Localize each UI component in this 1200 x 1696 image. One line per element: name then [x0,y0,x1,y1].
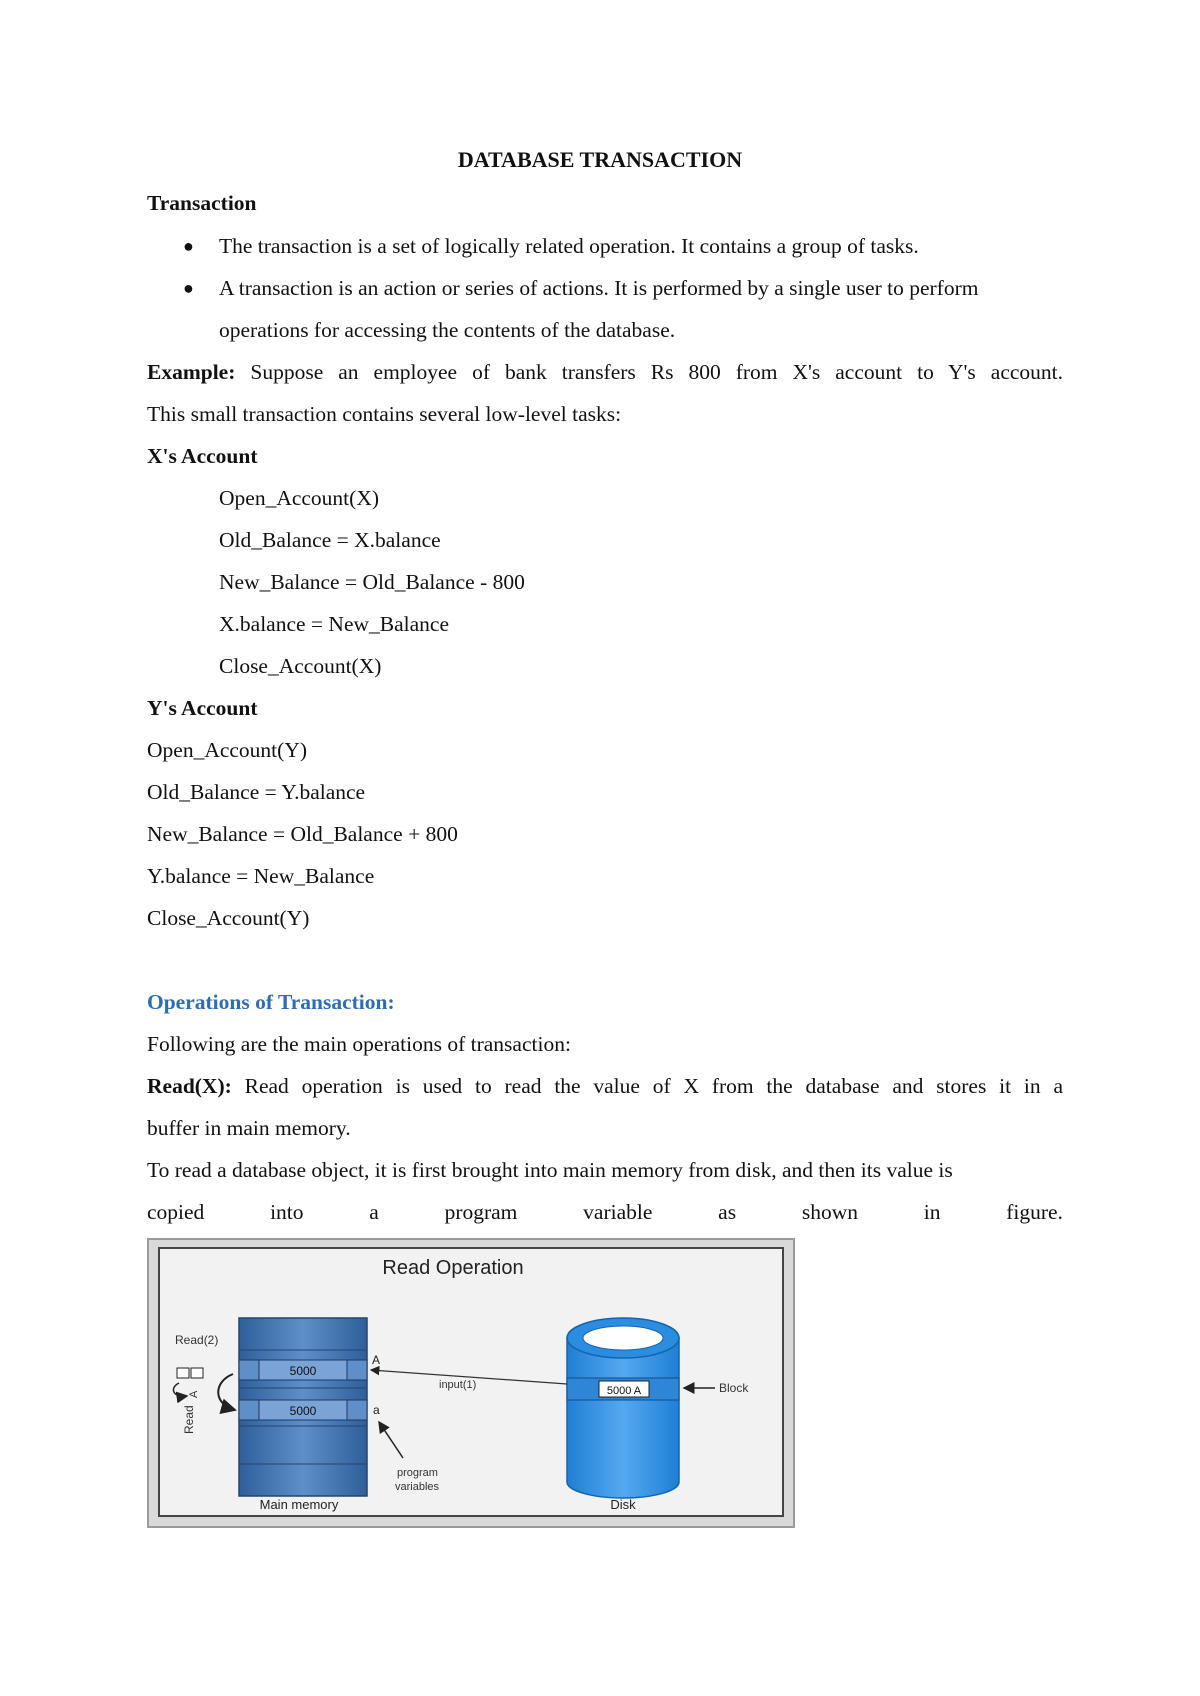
x-account-heading: X's Account [147,444,258,468]
memory-cell-side [239,1360,259,1380]
y-account-line: Open_Account(Y) [147,738,308,762]
read-label: Read(X): [147,1074,232,1098]
word: figure. [1006,1200,1063,1224]
memory-cell-side [347,1400,367,1420]
example-paragraph [147,358,1063,386]
y-account-line: Close_Account(Y) [147,906,310,930]
read-paragraph [147,1072,1063,1100]
program-var-icon [177,1368,189,1378]
main-memory-label: Main memory [259,1497,339,1512]
figure-title: Read Operation [382,1257,524,1279]
x-account-line: New_Balance = Old_Balance - 800 [219,570,525,594]
y-account-line: Y.balance = New_Balance [147,864,375,888]
operations-heading: Operations of Transaction: [147,990,395,1014]
example-paragraph-continued: This small transaction contains several low-level tasks: [147,402,622,426]
y-account-heading: Y's Account [147,696,258,720]
word: a [369,1200,379,1224]
bullet-icon: ● [183,278,194,298]
word: program [444,1200,518,1224]
x-account-line: Old_Balance = X.balance [219,528,441,552]
x-account-line: X.balance = New_Balance [219,612,450,636]
program-variables-label-1: program [397,1467,438,1479]
read-operation-diagram [147,1238,795,1528]
disk-value: 5000 A [606,1385,642,1397]
word: variable [583,1200,653,1224]
input-label: input(1) [439,1379,477,1391]
disk-body [567,1338,679,1498]
y-account-line: Old_Balance = Y.balance [147,780,366,804]
bullet-text-1: The transaction is a set of logically related operation. It contains a group of tasks. [219,234,919,258]
memory-value-bottom: 5000 [289,1404,317,1418]
word: copied [147,1200,205,1224]
program-variables-label-2: variables [395,1481,440,1493]
memory-cell-side [347,1360,367,1380]
read-call-label: Read(2) [175,1333,219,1347]
section-heading-transaction: Transaction [147,191,257,215]
read-side-label: Read [182,1405,196,1434]
operations-intro: Following are the main operations of transaction: [147,1032,571,1056]
read-detail-paragraph-continued [147,1198,1063,1226]
page-title: DATABASE TRANSACTION [457,147,743,172]
word: in [923,1200,941,1224]
read-a-small: A [188,1390,200,1398]
program-var-icon [191,1368,203,1378]
word: into [270,1200,304,1224]
word: as [718,1200,737,1224]
memory-value-top: 5000 [289,1364,317,1378]
read-detail-paragraph: To read a database object, it is first brought into main memory from disk, and then its value is [147,1158,953,1182]
memory-cell-side [239,1400,259,1420]
read-text: Read operation is used to read the value of X from the database and stores it in a [231,1074,1063,1098]
disk-top-inner [583,1326,663,1350]
disk-label: Disk [610,1497,636,1512]
read-operation-figure [147,1238,795,1528]
read-paragraph-continued: buffer in main memory. [147,1116,351,1140]
y-account-line: New_Balance = Old_Balance + 800 [147,822,458,846]
label-small-a: a [373,1403,380,1417]
label-big-a: A [372,1353,381,1367]
bullet-text-2-continued: operations for accessing the contents of the database. [219,318,676,342]
bullet-icon: ● [183,236,194,256]
bullet-text-2: A transaction is an action or series of actions. It is performed by a single user to perform [219,276,979,300]
x-account-line: Open_Account(X) [219,486,380,510]
example-text: Suppose an employee of bank transfers Rs 800 from X's account to Y's account. [235,360,1063,384]
block-label: Block [719,1381,749,1395]
example-label: Example: [147,360,236,384]
x-account-line: Close_Account(X) [219,654,382,678]
word: shown [801,1200,858,1224]
